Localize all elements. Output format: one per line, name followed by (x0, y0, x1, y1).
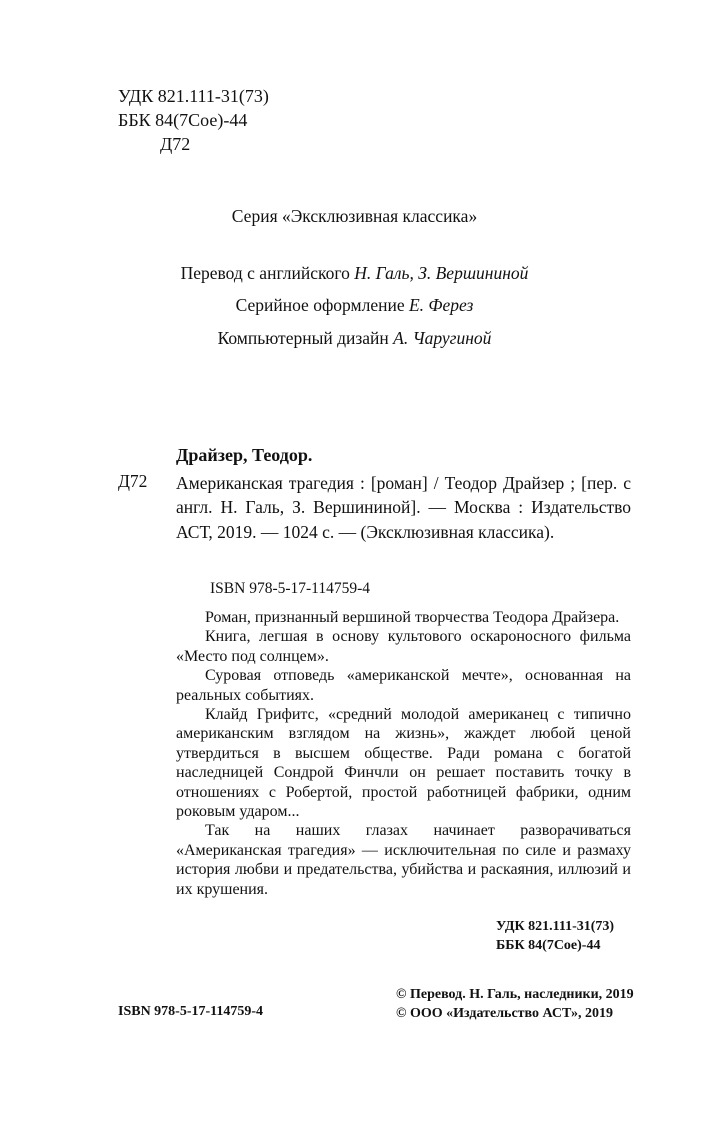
annotation-paragraph: Суровая отповедь «американской мечте», основанная на реальных событиях. (176, 667, 631, 704)
catalog-code: Д72 (118, 471, 148, 491)
annotation-paragraph: Роман, признанный вершиной творчества Теодора Драйзера. (205, 609, 620, 626)
catalog-isbn: ISBN 978-5-17-114759-4 (210, 580, 371, 597)
annotation (176, 608, 631, 899)
footer-bbk: ББК 84(7Сое)-44 (496, 938, 601, 953)
footer-codes (496, 917, 614, 955)
bbk-code: ББК 84(7Сое)-44 (118, 110, 248, 130)
credit-label: Серийное оформление (235, 295, 405, 315)
author-sign: Д72 (160, 134, 191, 154)
copyright-publisher: © ООО «Издательство АСТ», 2019 (396, 1006, 614, 1021)
annotation-paragraph: Клайд Грифитс, «средний молодой американец с типично американским взглядом на жизнь», жаждет любой ценой утвердиться в высшем обществе. Ради романа с богатой наследницей Сондрой Финчли он решает поставить точку в отношениях с Робертой, простой работницей фабрики, одним роковым ударом... (176, 706, 631, 821)
footer-udk: УДК 821.111-31(73) (496, 919, 615, 934)
catalog-author: Драйзер, Теодор. (176, 445, 313, 465)
copyright-block (396, 985, 634, 1023)
udk-code: УДК 821.111-31(73) (118, 86, 269, 106)
credit-translation (0, 263, 709, 284)
classification-codes (118, 84, 269, 156)
credit-label: Компьютерный дизайн (217, 328, 389, 348)
credit-names: Е. Ферез (408, 295, 474, 315)
credit-series-design (0, 295, 709, 316)
footer-isbn: ISBN 978-5-17-114759-4 (118, 1004, 264, 1019)
annotation-paragraph: Книга, легшая в основу культового оскароносного фильма «Место под солнцем». (176, 628, 631, 665)
copyright-translation: © Перевод. Н. Галь, наследники, 2019 (396, 987, 634, 1002)
credit-label: Перевод с английского (180, 263, 350, 283)
annotation-paragraph: Так на наших глазах начинает разворачиваться «Американская трагедия» — исключительная по силе и размаху история любви и предательства, убийства и раскаяния, иллюзий и их крушения. (176, 822, 631, 898)
catalog-entry: Американская трагедия : [роман] / Теодор Драйзер ; [пер. с англ. Н. Галь, З. Вершининой]. — Москва : Издательство АСТ, 2019. — 1024 с. — (Эксклюзивная классика). (176, 473, 631, 542)
credit-names: А. Чаругиной (393, 328, 492, 348)
credit-names: Н. Галь, З. Вершининой (354, 263, 529, 283)
credit-computer-design (0, 328, 709, 349)
series-title: Серия «Эксклюзивная классика» (231, 206, 478, 226)
